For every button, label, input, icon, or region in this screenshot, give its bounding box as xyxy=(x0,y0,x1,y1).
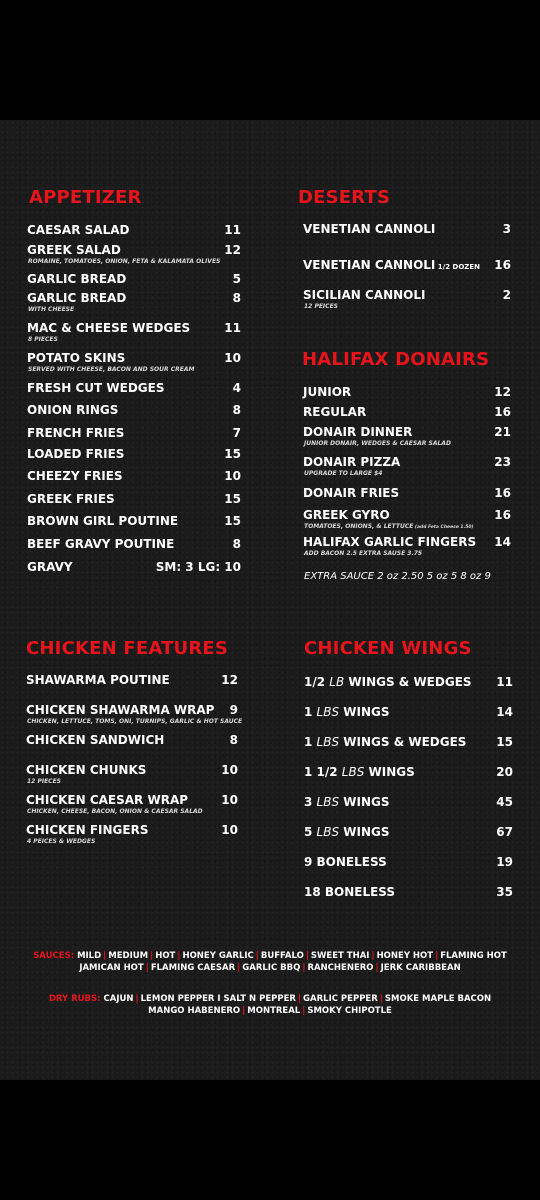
dry-rubs-line-1 xyxy=(0,994,540,1004)
option: MANGO HABENERO xyxy=(148,1006,241,1016)
item-price: 8 xyxy=(232,403,241,417)
item-price: 8 xyxy=(229,733,238,747)
item-price: 4 xyxy=(232,381,241,395)
item-name xyxy=(304,825,390,839)
sauces-line-1 xyxy=(0,951,540,961)
option: FLAMING CAESAR xyxy=(150,963,236,973)
item-price: 14 xyxy=(496,705,513,719)
item-price: 10 xyxy=(224,469,241,483)
item-price: 12 xyxy=(224,243,241,257)
separator: | xyxy=(150,951,154,961)
item-name xyxy=(304,735,466,749)
separator: | xyxy=(145,963,149,973)
item-name: SHAWARMA POUTINE xyxy=(26,673,170,687)
item-name: CHICKEN FINGERS xyxy=(26,823,149,837)
item-price: 23 xyxy=(494,455,511,469)
separator: | xyxy=(103,951,107,961)
separator: | xyxy=(177,951,181,961)
option: HONEY HOT xyxy=(376,951,434,961)
appetizer-title: APPETIZER xyxy=(29,187,142,208)
sauces-label: SAUCES: xyxy=(33,951,75,961)
wing-quantity: 18 BONELESS xyxy=(304,885,396,899)
item-name: GREEK FRIES xyxy=(27,492,115,506)
item-price: 10 xyxy=(221,823,238,837)
item-price: 2 xyxy=(502,288,511,302)
separator: | xyxy=(371,951,375,961)
item-price: 16 xyxy=(494,405,511,419)
item-name: GREEK SALAD xyxy=(27,243,121,257)
item-price: 11 xyxy=(224,321,241,335)
item-description: CHICKEN, CHEESE, BACON, ONION & CAESAR SALAD xyxy=(27,808,203,815)
wing-quantity: 1/2 xyxy=(304,675,326,689)
item-price: 11 xyxy=(496,675,513,689)
dry-rubs-options xyxy=(104,994,492,1004)
option: MILD xyxy=(77,951,102,961)
item-price: 7 xyxy=(232,426,241,440)
wing-quantity: 1 xyxy=(304,705,313,719)
item-price: SM: 3 LG: 10 xyxy=(155,560,241,574)
item-name: SICILIAN CANNOLI xyxy=(303,288,426,302)
option: BUFFALO xyxy=(260,951,304,961)
item-name: FRENCH FRIES xyxy=(27,426,125,440)
option: CAJUN xyxy=(103,994,134,1004)
option: SMOKY CHIPOTLE xyxy=(307,1006,392,1016)
item-name: GREEK GYRO xyxy=(303,508,390,522)
separator: | xyxy=(302,963,306,973)
item-name: DONAIR DINNER xyxy=(303,425,413,439)
item-name: JUNIOR xyxy=(303,385,352,399)
item-description: CHICKEN, LETTUCE, TOMS, ONI, TURNIPS, GARLIC & HOT SAUCE xyxy=(27,718,243,725)
option: MONTREAL xyxy=(247,1006,301,1016)
item-price: 5 xyxy=(232,272,241,286)
item-name: GRAVY xyxy=(27,560,73,574)
item-name: GARLIC BREAD xyxy=(27,272,127,286)
separator: | xyxy=(302,1006,306,1016)
item-suffix: 1/2 DOZEN xyxy=(435,263,481,271)
wing-quantity: 3 xyxy=(304,795,313,809)
separator: | xyxy=(379,994,383,1004)
wing-unit: LBS xyxy=(316,795,340,809)
wing-item: WINGS xyxy=(343,705,390,719)
item-name: BEEF GRAVY POUTINE xyxy=(27,537,175,551)
wing-quantity: 9 BONELESS xyxy=(304,855,387,869)
dry-rubs-line-2 xyxy=(0,1006,540,1016)
item-price: 10 xyxy=(224,351,241,365)
item-name: CHICKEN CHUNKS xyxy=(26,763,147,777)
item-price: 14 xyxy=(494,535,511,549)
item-description: UPGRADE TO LARGE $4 xyxy=(304,470,383,477)
item-description: 8 PIECES xyxy=(28,336,58,343)
sauces-line-2 xyxy=(0,963,540,973)
deserts-title: DESERTS xyxy=(298,187,391,208)
item-description: ADD BACON 2.5 EXTRA SAUSE 3.75 xyxy=(304,550,423,557)
option: GARLIC PEPPER xyxy=(303,994,378,1004)
item-price: 20 xyxy=(496,765,513,779)
dry-rubs-label: DRY RUBS: xyxy=(48,994,101,1004)
item-name: GARLIC BREAD xyxy=(27,291,127,305)
item-price: 35 xyxy=(496,885,513,899)
item-name: DONAIR FRIES xyxy=(303,486,400,500)
wing-quantity: 1 xyxy=(304,735,313,749)
option: JERK CARIBBEAN xyxy=(380,963,461,973)
option: GARLIC BBQ xyxy=(242,963,301,973)
item-price: 15 xyxy=(224,492,241,506)
item-price: 9 xyxy=(229,703,238,717)
separator: | xyxy=(135,994,139,1004)
option: SWEET THAI xyxy=(310,951,370,961)
item-name xyxy=(304,765,415,779)
sauces-options xyxy=(77,951,507,961)
item-price: 16 xyxy=(494,258,511,272)
option: SMOKE MAPLE BACON xyxy=(384,994,492,1004)
item-price: 8 xyxy=(232,537,241,551)
wing-item: WINGS & WEDGES xyxy=(343,735,467,749)
item-name: CAESAR SALAD xyxy=(27,223,130,237)
wing-unit: LB xyxy=(329,675,345,689)
chicken-features-title: CHICKEN FEATURES xyxy=(26,638,229,659)
wing-quantity: 1 1/2 xyxy=(304,765,338,779)
item-name: MAC & CHEESE WEDGES xyxy=(27,321,191,335)
separator: | xyxy=(435,951,439,961)
wing-unit: LBS xyxy=(316,825,340,839)
separator: | xyxy=(305,951,309,961)
item-name: VENETIAN CANNOLI 1/2 DOZEN xyxy=(303,258,481,272)
item-price: 67 xyxy=(496,825,513,839)
item-price: 15 xyxy=(224,514,241,528)
wing-unit: LBS xyxy=(341,765,365,779)
item-name: REGULAR xyxy=(303,405,367,419)
donairs-title: HALIFAX DONAIRS xyxy=(302,349,490,370)
item-price: 12 xyxy=(221,673,238,687)
item-name: CHICKEN SHAWARMA WRAP xyxy=(26,703,215,717)
separator: | xyxy=(297,994,302,1004)
item-name: FRESH CUT WEDGES xyxy=(27,381,165,395)
option: JAMICAN HOT xyxy=(79,963,144,973)
wing-unit: LBS xyxy=(316,705,340,719)
option: MEDIUM xyxy=(108,951,149,961)
item-price: 8 xyxy=(232,291,241,305)
item-price: 3 xyxy=(502,222,511,236)
item-name: HALIFAX GARLIC FINGERS xyxy=(303,535,477,549)
option: FLAMING HOT xyxy=(440,951,507,961)
item-name: CHICKEN CAESAR WRAP xyxy=(26,793,189,807)
chicken-wings-title: CHICKEN WINGS xyxy=(304,638,472,659)
wing-item: WINGS xyxy=(368,765,415,779)
item-name: BROWN GIRL POUTINE xyxy=(27,514,179,528)
item-price: 15 xyxy=(496,735,513,749)
item-description: 4 PEICES & WEDGES xyxy=(27,838,96,845)
option: LEMON PEPPER I SALT N PEPPER xyxy=(140,994,296,1004)
wing-quantity: 5 xyxy=(304,825,313,839)
separator: | xyxy=(242,1006,246,1016)
separator: | xyxy=(237,963,241,973)
item-price: 21 xyxy=(494,425,511,439)
item-description: SERVED WITH CHEESE, BACON AND SOUR CREAM xyxy=(28,366,195,373)
item-name: CHEEZY FRIES xyxy=(27,469,123,483)
item-name xyxy=(304,675,472,689)
wing-item: WINGS xyxy=(343,825,390,839)
item-description-note: (add Feta Cheese 1.50) xyxy=(413,525,474,530)
item-price: 12 xyxy=(494,385,511,399)
item-name: DONAIR PIZZA xyxy=(303,455,401,469)
item-name xyxy=(304,885,395,899)
item-price: 11 xyxy=(224,223,241,237)
option: RANCHENERO xyxy=(307,963,374,973)
item-name xyxy=(304,705,390,719)
item-name: VENETIAN CANNOLI xyxy=(303,222,436,236)
item-description: 12 PEICES xyxy=(304,303,338,310)
separator: | xyxy=(255,951,259,961)
item-name: CHICKEN SANDWICH xyxy=(26,733,165,747)
wing-unit: LBS xyxy=(316,735,340,749)
item-name: ONION RINGS xyxy=(27,403,119,417)
item-name xyxy=(304,795,390,809)
wing-item: WINGS & WEDGES xyxy=(348,675,472,689)
item-name xyxy=(304,855,387,869)
extra-sauce-note: EXTRA SAUCE 2 oz 2.50 5 oz 5 8 oz 9 xyxy=(304,571,491,582)
item-price: 10 xyxy=(221,793,238,807)
menu-board xyxy=(0,120,540,1080)
item-price: 15 xyxy=(224,447,241,461)
item-description: TOMATOES, ONIONS, & LETTUCE (add Feta Cheese 1.50) xyxy=(304,523,474,530)
option: HOT xyxy=(155,951,176,961)
item-price: 19 xyxy=(496,855,513,869)
sauces-options-2 xyxy=(79,963,460,973)
wing-item: WINGS xyxy=(343,795,390,809)
item-description: ROMAINE, TOMATOES, ONION, FETA & KALAMATA OLIVES xyxy=(28,258,221,265)
item-description: JUNIOR DONAIR, WEDGES & CAESAR SALAD xyxy=(304,440,451,447)
item-description: 12 PIECES xyxy=(27,778,61,785)
item-price: 10 xyxy=(221,763,238,777)
item-description: WITH CHEESE xyxy=(28,306,75,313)
separator: | xyxy=(375,963,379,973)
item-price: 16 xyxy=(494,508,511,522)
dry-rubs-options-2 xyxy=(148,1006,392,1016)
item-price: 16 xyxy=(494,486,511,500)
item-name: POTATO SKINS xyxy=(27,351,126,365)
option: HONEY GARLIC xyxy=(182,951,254,961)
item-price: 45 xyxy=(496,795,513,809)
item-name: LOADED FRIES xyxy=(27,447,125,461)
